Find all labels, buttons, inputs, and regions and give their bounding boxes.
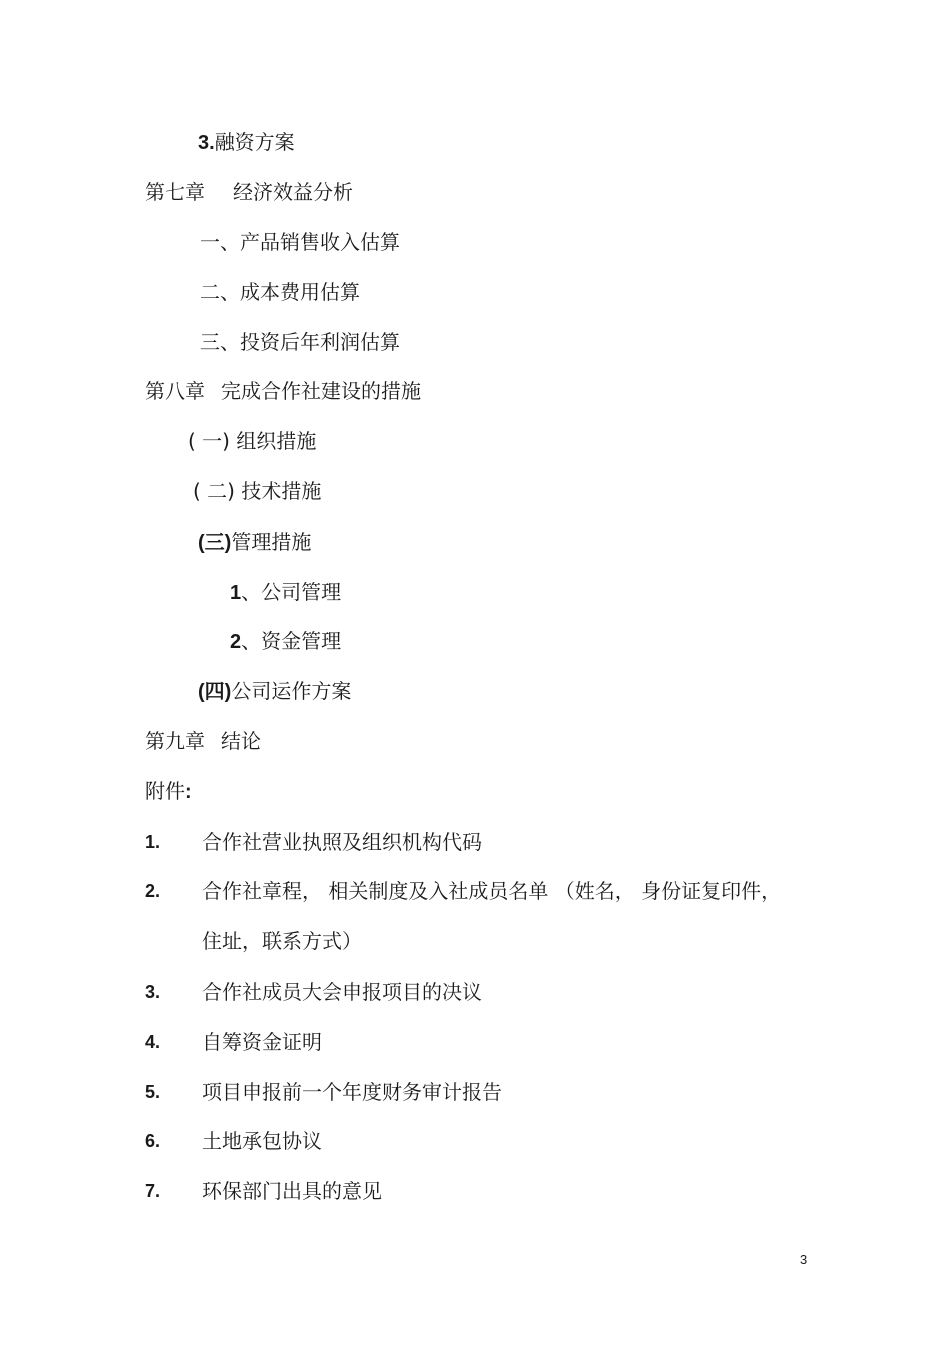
toc-ch8-item-4-text: 公司运作方案 — [231, 679, 352, 703]
attachment-number: 2. — [145, 881, 161, 901]
attachment-text: 环保部门出具的意见 — [202, 1179, 382, 1203]
attachment-text: 合作社章程， 相关制度及入社成员名单 （姓名， 身份证复印件， — [202, 879, 782, 903]
toc-financing-text: 融资方案 — [214, 130, 295, 154]
toc-ch7-item-2: 二、成本费用估算 — [200, 280, 360, 304]
chapter-7-title: 经济效益分析 — [233, 180, 353, 204]
page-number: 3 — [800, 1252, 808, 1267]
toc-ch8-item-4 — [198, 679, 351, 704]
toc-chapter-7 — [145, 180, 353, 204]
toc-ch8-item-3-number: (三) — [198, 532, 232, 554]
toc-financing-number: 3. — [198, 132, 215, 154]
toc-ch8-item-3 — [198, 530, 311, 555]
toc-ch8-sub-2-number: 2 — [230, 631, 242, 653]
attachment-number: 6. — [145, 1131, 161, 1151]
toc-ch8-sub-1 — [230, 580, 341, 605]
attachment-number: 5. — [145, 1082, 161, 1102]
attachment-number: 7. — [145, 1181, 161, 1201]
attachment-number: 1. — [145, 832, 161, 852]
toc-financing-plan — [198, 130, 295, 155]
attachment-text: 土地承包协议 — [202, 1129, 322, 1153]
toc-ch7-item-3: 三、投资后年利润估算 — [200, 330, 400, 354]
attachment-number: 4. — [145, 1032, 161, 1052]
attachment-text: 项目申报前一个年度财务审计报告 — [202, 1080, 502, 1104]
toc-ch8-sub-2 — [230, 629, 341, 654]
chapter-8-label: 第八章 — [145, 379, 205, 403]
toc-ch8-sub-1-number: 1 — [230, 582, 242, 604]
chapter-9-title: 结论 — [221, 729, 261, 753]
attachment-text: 合作社成员大会申报项目的决议 — [202, 980, 482, 1004]
attachment-text: 合作社营业执照及组织机构代码 — [202, 830, 482, 854]
chapter-9-label: 第九章 — [145, 729, 205, 753]
toc-ch8-sub-1-text: 、公司管理 — [241, 580, 342, 604]
toc-ch8-item-1: ( 一) 组织措施 — [188, 429, 317, 453]
attachment-text-continuation: 住址，联系方式） — [202, 929, 362, 953]
toc-ch8-item-3-text: 管理措施 — [231, 530, 312, 554]
attachment-text: 自筹资金证明 — [202, 1030, 322, 1054]
toc-chapter-9 — [145, 729, 261, 753]
chapter-7-label: 第七章 — [145, 180, 205, 204]
toc-ch8-item-2: ( 二) 技术措施 — [193, 479, 322, 503]
attachments-heading-text: 附件 — [145, 779, 185, 803]
attachment-number: 3. — [145, 982, 161, 1002]
attachments-heading — [145, 779, 192, 804]
toc-chapter-8 — [145, 379, 421, 403]
toc-ch7-item-1: 一、产品销售收入估算 — [200, 230, 400, 254]
toc-ch8-sub-2-text: 、资金管理 — [241, 629, 342, 653]
chapter-8-title: 完成合作社建设的措施 — [221, 379, 421, 403]
toc-ch8-item-4-number: (四) — [198, 681, 232, 703]
attachments-heading-colon: : — [185, 781, 192, 803]
